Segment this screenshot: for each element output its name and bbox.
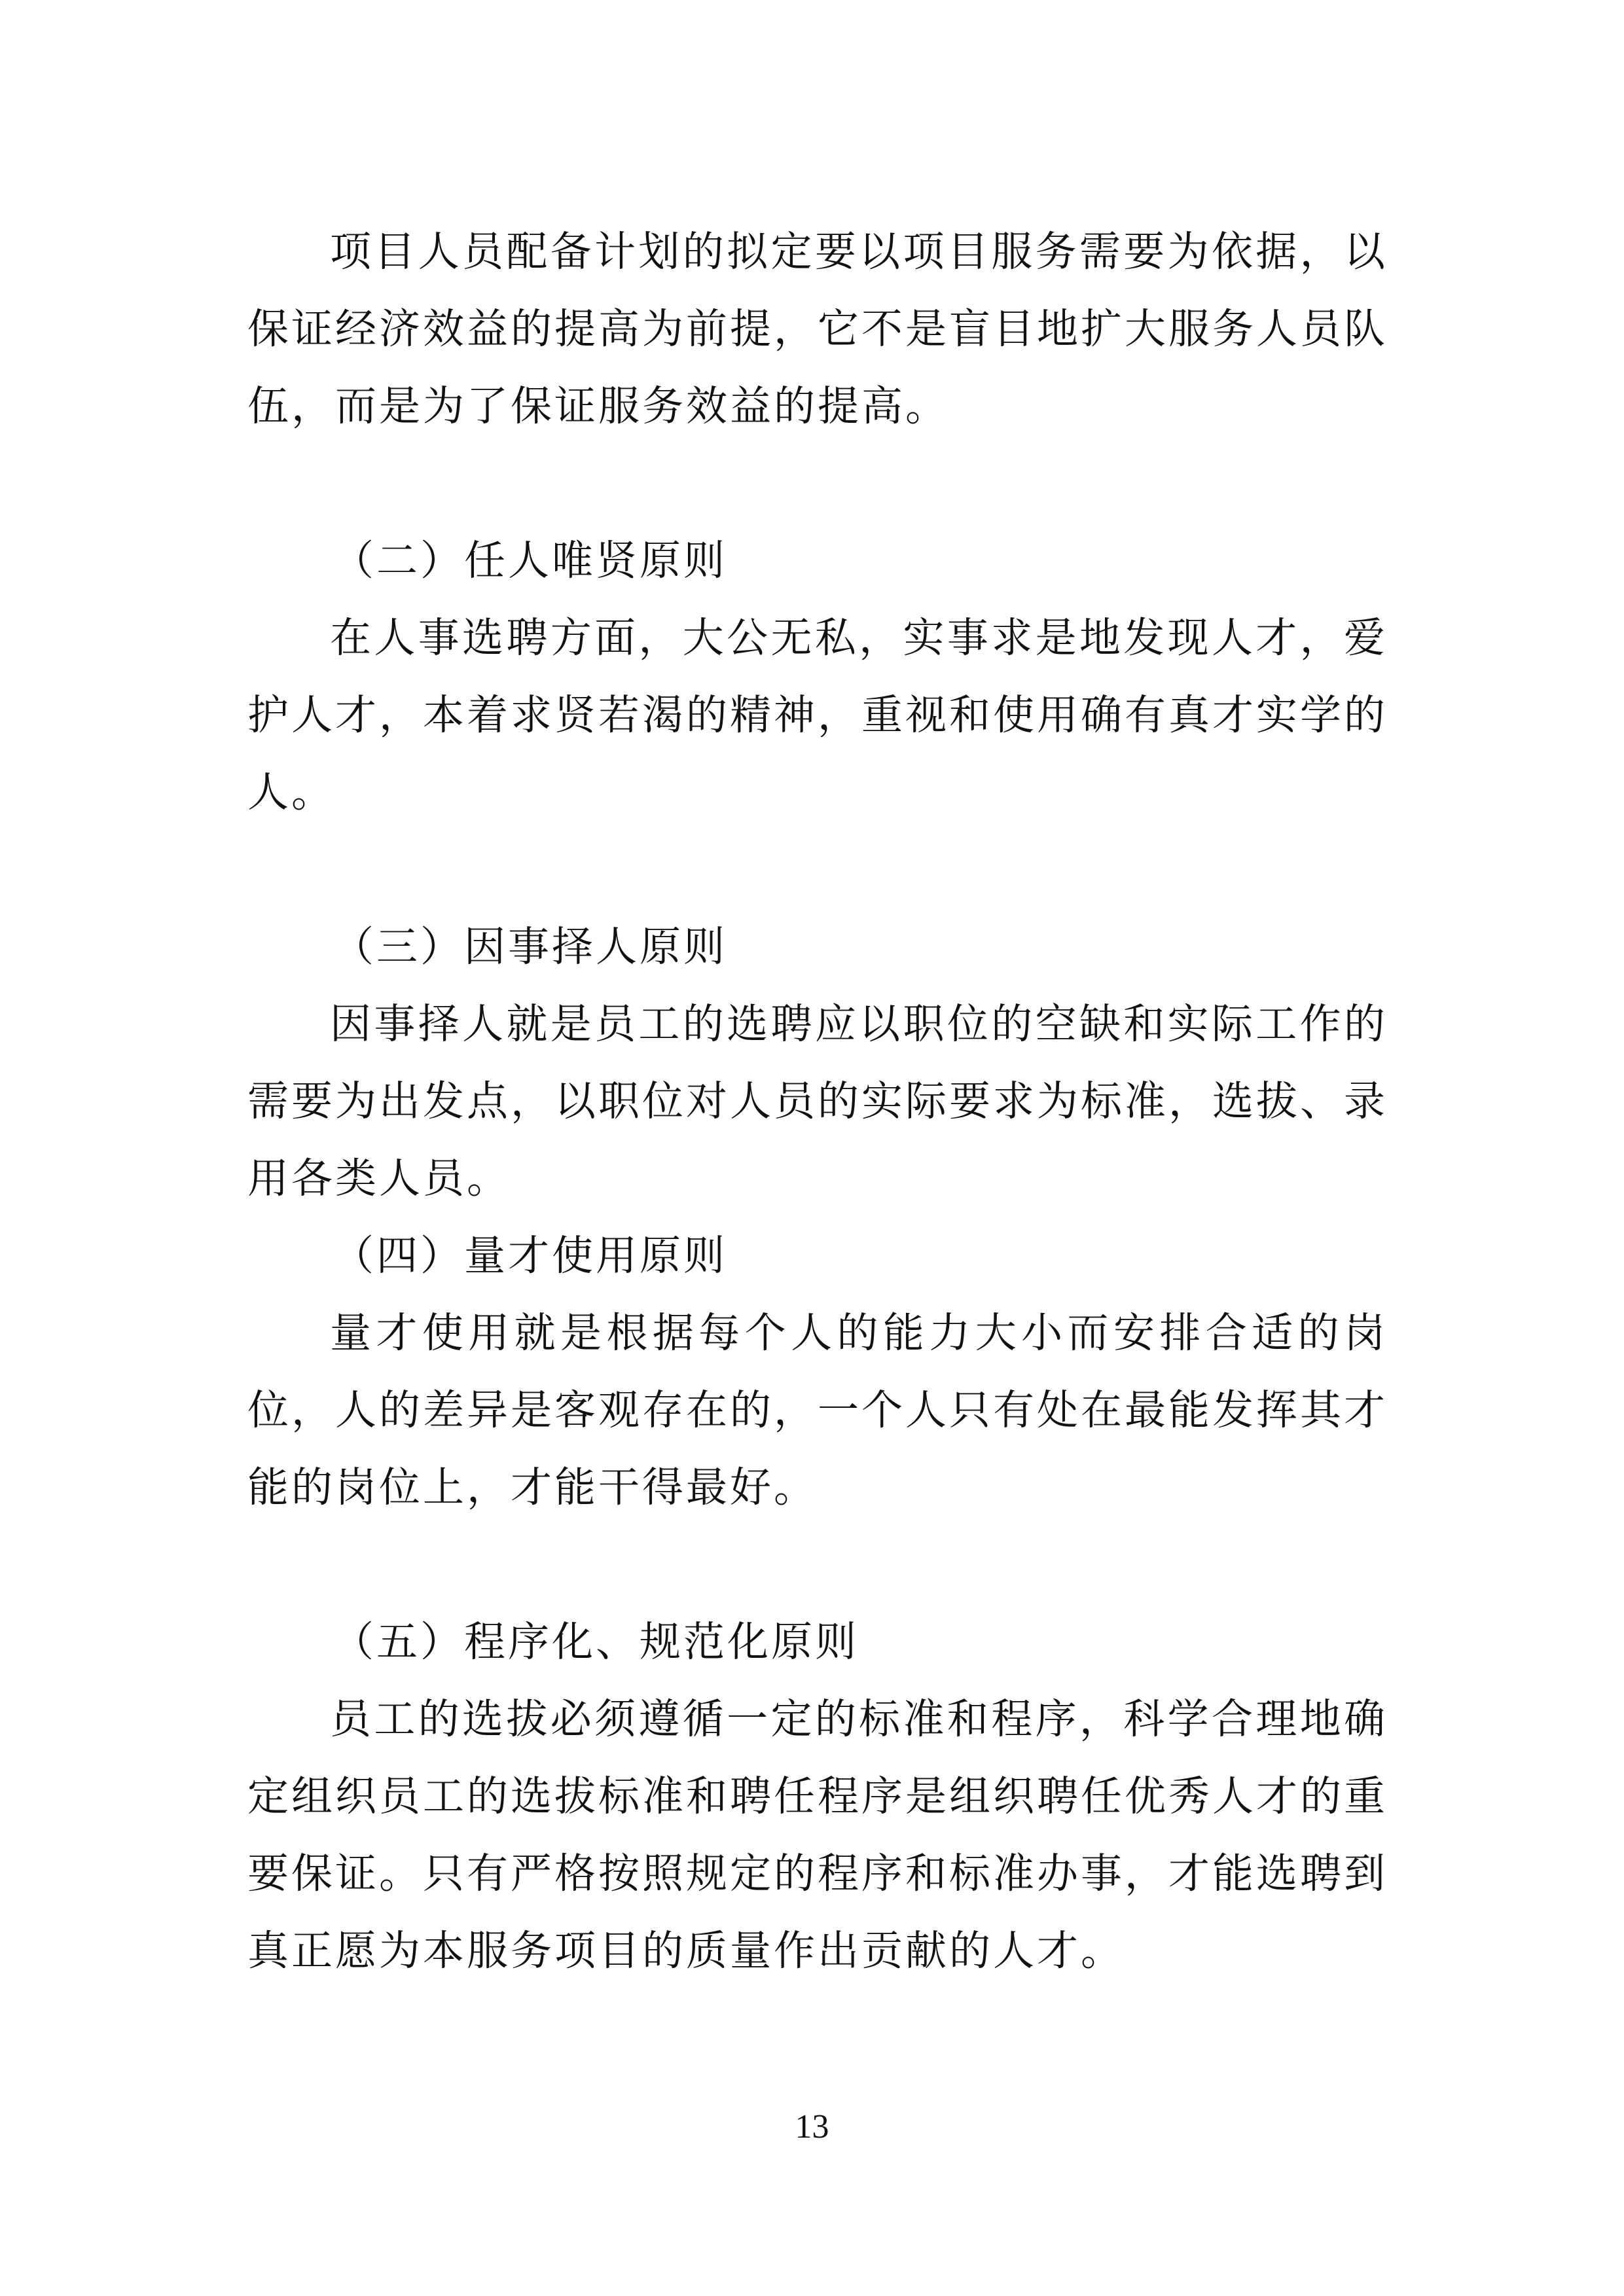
heading-4: （四）量才使用原则 <box>333 1232 727 1280</box>
heading-2: （二）任人唯贤原则 <box>333 537 727 584</box>
body-text <box>247 213 1388 1990</box>
paragraph-5: 员工的选拔必须遵循一定的标准和程序，科学合理地确定组织员工的选拔标准和聘任程序是组织聘任优秀人才的重要保证。只有严格按照规定的程序和标准办事，才能选聘到真正愿为本服务项目的质量作出贡献的人才。 <box>247 1695 1388 1975</box>
paragraph-3: 因事择人就是员工的选聘应以职位的空缺和实际工作的需要为出发点，以职位对人员的实际要求为标准，选拔、录用各类人员。 <box>247 1000 1388 1202</box>
heading-3: （三）因事择人原则 <box>333 923 727 971</box>
paragraph-1: 项目人员配备计划的拟定要以项目服务需要为依据，以保证经济效益的提高为前提，它不是盲目地扩大服务人员队伍，而是为了保证服务效益的提高。 <box>247 228 1388 430</box>
paragraph-4: 量才使用就是根据每个人的能力大小而安排合适的岗位，人的差异是客观存在的，一个人只有处在最能发挥其才能的岗位上，才能干得最好。 <box>247 1309 1388 1511</box>
paragraph-2: 在人事选聘方面，大公无私，实事求是地发现人才，爱护人才，本着求贤若渴的精神，重视和使用确有真才实学的人。 <box>247 614 1388 816</box>
page-number: 13 <box>795 2108 829 2145</box>
heading-5: （五）程序化、规范化原则 <box>333 1618 859 1666</box>
